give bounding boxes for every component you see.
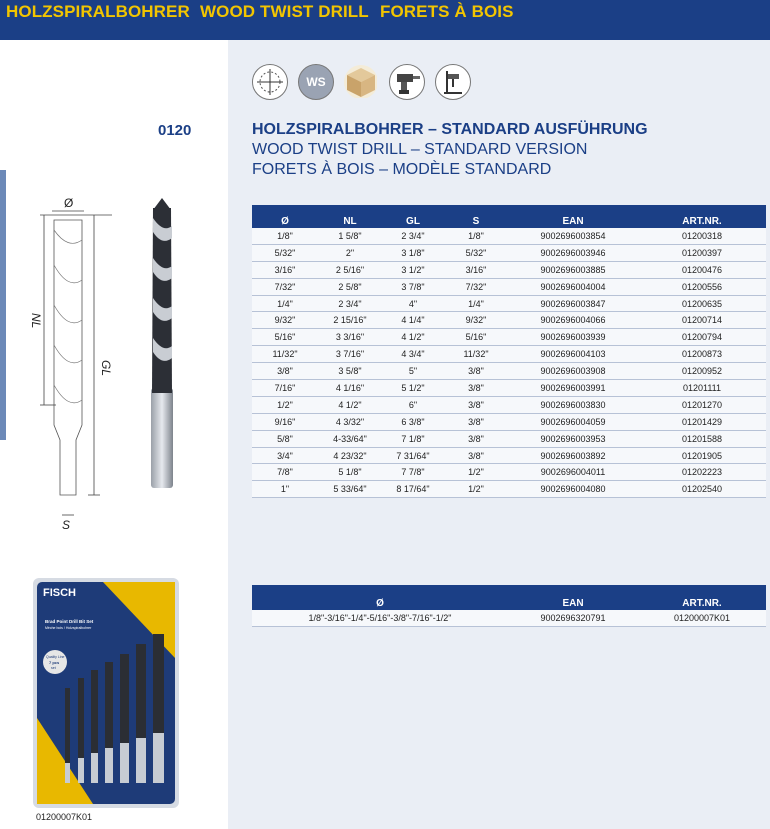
s-cell: 1/4" (444, 295, 508, 312)
s-label: S (62, 518, 71, 532)
diameter-cell: 1/4" (252, 295, 318, 312)
nl-label: NL (29, 313, 43, 329)
ean-cell: 9002696003908 (508, 363, 638, 380)
table-row (252, 380, 766, 397)
diameter-cell: 11/32" (252, 346, 318, 363)
package-line1: Brad Point Drill Bit Set (45, 619, 94, 624)
left-accent-bar (0, 170, 6, 440)
cordless-drill-icon (389, 64, 425, 100)
set-table-row (252, 610, 766, 626)
artnr-cell: 01200794 (638, 329, 766, 346)
nl-cell: 4 1/2" (318, 396, 382, 413)
ean-cell: 9002696003885 (508, 261, 638, 278)
nl-cell: 4-33/64" (318, 430, 382, 447)
nl-cell: 4 23/32" (318, 447, 382, 464)
diameter-cell: 9/16" (252, 413, 318, 430)
set-col-ean: EAN (508, 585, 638, 610)
package-badge-line1: Quality Line (46, 655, 65, 659)
diameter-cell: 1/8" (252, 228, 318, 244)
table-row (252, 278, 766, 295)
col-artnr: ART.NR. (638, 205, 766, 228)
ean-cell: 9002696003939 (508, 329, 638, 346)
package-badge-line2: 7 pcs (49, 660, 60, 665)
ean-cell: 9002696004066 (508, 312, 638, 329)
table-row (252, 396, 766, 413)
artnr-cell: 01200476 (638, 261, 766, 278)
s-cell: 5/32" (444, 244, 508, 261)
artnr-cell: 01201270 (638, 396, 766, 413)
col-gl: GL (382, 205, 444, 228)
artnr-cell: 01201905 (638, 447, 766, 464)
ean-cell: 9002696004004 (508, 278, 638, 295)
s-cell: 3/16" (444, 261, 508, 278)
s-cell: 3/8" (444, 447, 508, 464)
diameter-cell: 3/4" (252, 447, 318, 464)
gl-cell: 8 17/64" (382, 481, 444, 498)
table-row (252, 481, 766, 498)
header-title-fr: FORETS À BOIS (380, 2, 514, 21)
nl-cell: 5 1/8" (318, 464, 382, 481)
nl-cell: 3 3/16" (318, 329, 382, 346)
drill-size-table (252, 205, 766, 498)
s-cell: 1/2" (444, 481, 508, 498)
ean-cell: 9002696004059 (508, 413, 638, 430)
table-row (252, 312, 766, 329)
table-row (252, 447, 766, 464)
s-cell: 3/8" (444, 380, 508, 397)
artnr-cell: 01200397 (638, 244, 766, 261)
drill-set-package-photo (33, 578, 179, 808)
artnr-cell: 01202223 (638, 464, 766, 481)
table-header-row (252, 205, 766, 228)
drill-bit-photo (145, 198, 181, 496)
s-cell: 3/8" (444, 430, 508, 447)
package-article-number: 01200007K01 (36, 812, 93, 822)
gl-cell: 7 31/64" (382, 447, 444, 464)
package-brand: FISCH (43, 587, 76, 599)
table-row (252, 363, 766, 380)
diameter-cell: 5/8" (252, 430, 318, 447)
s-cell: 1/2" (444, 464, 508, 481)
s-cell: 5/16" (444, 329, 508, 346)
diameter-cell: 3/8" (252, 363, 318, 380)
col-ean: EAN (508, 205, 638, 228)
s-cell: 3/8" (444, 396, 508, 413)
gl-cell: 7 7/8" (382, 464, 444, 481)
artnr-cell: 01201429 (638, 413, 766, 430)
gl-label: GL (99, 360, 113, 377)
diameter-cell: 5/32" (252, 244, 318, 261)
nl-cell: 3 7/16" (318, 346, 382, 363)
header-title-de: HOLZSPIRALBOHRER (6, 2, 190, 21)
nl-cell: 5 33/64" (318, 481, 382, 498)
ean-cell: 9002696003830 (508, 396, 638, 413)
nl-cell: 1 5/8" (318, 228, 382, 244)
set-col-diameter: Ø (252, 585, 508, 610)
gl-cell: 4 1/2" (382, 329, 444, 346)
s-cell: 9/32" (444, 312, 508, 329)
title-en: WOOD TWIST DRILL – STANDARD VERSION (252, 141, 588, 158)
table-row (252, 413, 766, 430)
ws-icon (298, 64, 334, 100)
header-title-en: WOOD TWIST DRILL (200, 2, 369, 21)
gl-cell: 6 3/8" (382, 413, 444, 430)
ean-cell: 9002696003946 (508, 244, 638, 261)
diameter-cell: 5/16" (252, 329, 318, 346)
artnr-cell: 01200952 (638, 363, 766, 380)
gl-cell: 3 1/2" (382, 261, 444, 278)
table-row (252, 244, 766, 261)
col-s: S (444, 205, 508, 228)
artnr-cell: 01200635 (638, 295, 766, 312)
ean-cell: 9002696003892 (508, 447, 638, 464)
s-cell: 3/8" (444, 363, 508, 380)
gl-cell: 3 7/8" (382, 278, 444, 295)
table-row (252, 261, 766, 278)
ean-cell: 9002696320791 (508, 610, 638, 626)
gl-cell: 4 1/4" (382, 312, 444, 329)
diameter-label: Ø (64, 196, 74, 210)
diameter-cell: 7/16" (252, 380, 318, 397)
nl-cell: 2 5/16" (318, 261, 382, 278)
ean-cell: 9002696004080 (508, 481, 638, 498)
artnr-cell: 01201111 (638, 380, 766, 397)
nl-cell: 2 3/4" (318, 295, 382, 312)
package-badge-line3: set (51, 666, 56, 670)
gl-cell: 4" (382, 295, 444, 312)
gl-cell: 5 1/2" (382, 380, 444, 397)
title-fr: FORETS À BOIS – MODÈLE STANDARD (252, 161, 552, 178)
gl-cell: 5" (382, 363, 444, 380)
nl-cell: 2 15/16" (318, 312, 382, 329)
ean-cell: 9002696003847 (508, 295, 638, 312)
table-row (252, 329, 766, 346)
drill-stand-icon (435, 64, 471, 100)
table-row (252, 430, 766, 447)
ws-icon-label: WS (306, 75, 326, 89)
gl-cell: 3 1/8" (382, 244, 444, 261)
artnr-cell: 01202540 (638, 481, 766, 498)
center-point-icon (252, 64, 288, 100)
gl-cell: 2 3/4" (382, 228, 444, 244)
table-row (252, 228, 766, 244)
s-cell: 3/8" (444, 413, 508, 430)
set-table (252, 585, 766, 627)
diameter-cell: 9/32" (252, 312, 318, 329)
table-row (252, 346, 766, 363)
nl-cell: 4 3/32" (318, 413, 382, 430)
artnr-cell: 01200318 (638, 228, 766, 244)
s-cell: 11/32" (444, 346, 508, 363)
set-col-artnr: ART.NR. (638, 585, 766, 610)
diameter-cell: 3/16" (252, 261, 318, 278)
page-header (0, 0, 770, 40)
drill-dimension-drawing (18, 195, 128, 535)
nl-cell: 2" (318, 244, 382, 261)
set-table-header-row (252, 585, 766, 610)
col-nl: NL (318, 205, 382, 228)
diameter-cell: 7/8" (252, 464, 318, 481)
diameter-cell: 7/32" (252, 278, 318, 295)
gl-cell: 7 1/8" (382, 430, 444, 447)
artnr-cell: 01200714 (638, 312, 766, 329)
product-code: 0120 (158, 122, 192, 139)
artnr-cell: 01201588 (638, 430, 766, 447)
gl-cell: 6" (382, 396, 444, 413)
wood-material-icon (343, 64, 377, 98)
ean-cell: 9002696004011 (508, 464, 638, 481)
ean-cell: 9002696003953 (508, 430, 638, 447)
table-row (252, 295, 766, 312)
table-row (252, 464, 766, 481)
artnr-cell: 01200007K01 (638, 610, 766, 626)
ean-cell: 9002696004103 (508, 346, 638, 363)
sizes-cell: 1/8"-3/16"-1/4"-5/16"-3/8"-7/16"-1/2" (252, 610, 508, 626)
ean-cell: 9002696003854 (508, 228, 638, 244)
gl-cell: 4 3/4" (382, 346, 444, 363)
s-cell: 7/32" (444, 278, 508, 295)
title-de: HOLZSPIRALBOHRER – STANDARD AUSFÜHRUNG (252, 121, 648, 138)
nl-cell: 4 1/16" (318, 380, 382, 397)
s-cell: 1/8" (444, 228, 508, 244)
artnr-cell: 01200873 (638, 346, 766, 363)
diameter-cell: 1/2" (252, 396, 318, 413)
nl-cell: 3 5/8" (318, 363, 382, 380)
diameter-cell: 1" (252, 481, 318, 498)
col-diameter: Ø (252, 205, 318, 228)
ean-cell: 9002696003991 (508, 380, 638, 397)
nl-cell: 2 5/8" (318, 278, 382, 295)
package-line2: Mèche bois / Holzspiralbohrer (45, 626, 92, 630)
artnr-cell: 01200556 (638, 278, 766, 295)
